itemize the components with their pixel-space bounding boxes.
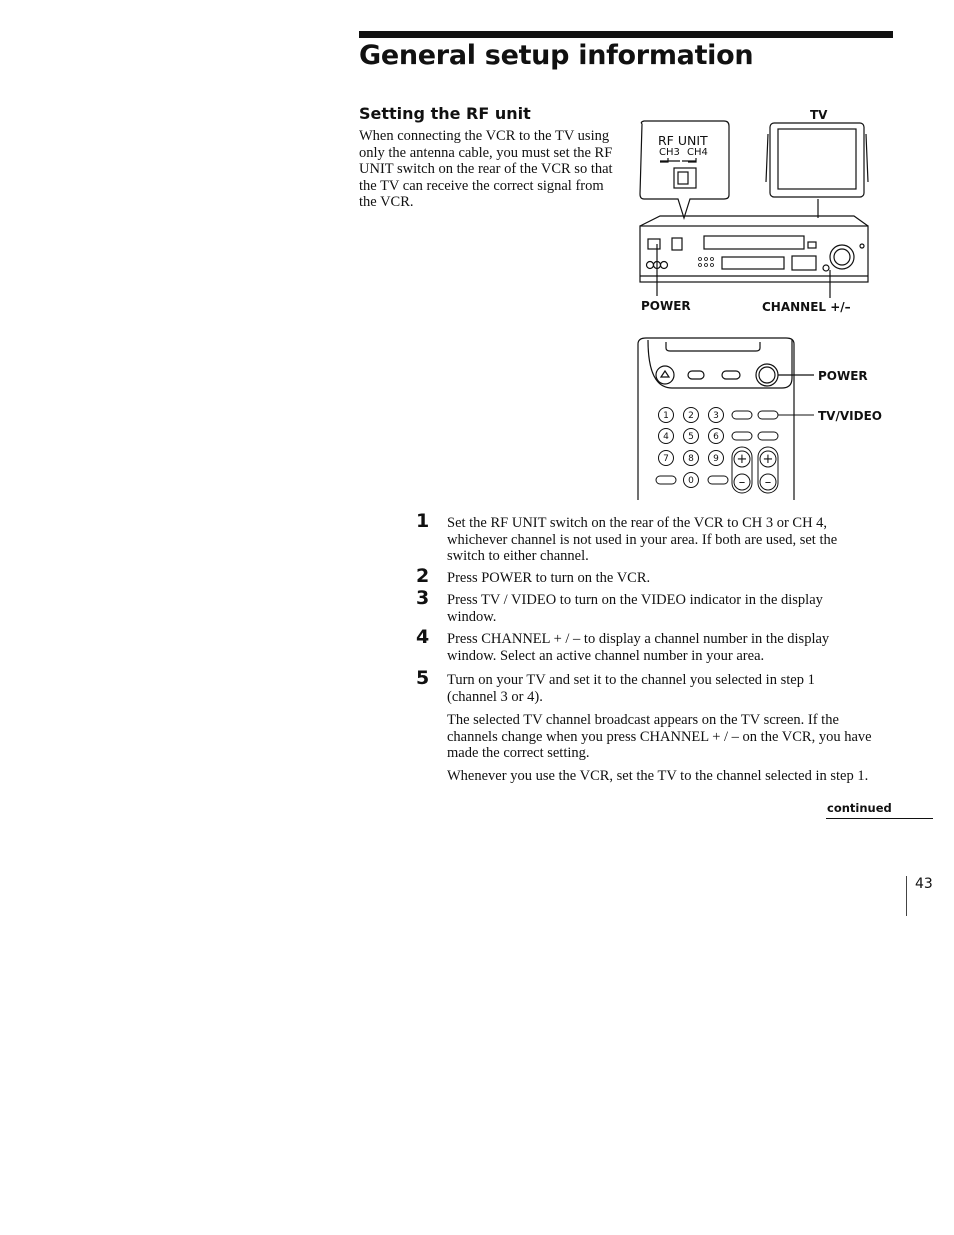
ch3-label: CH3 (659, 147, 680, 158)
page-number: 43 (915, 876, 933, 892)
remote-control-illustration (636, 336, 806, 502)
key-0: 0 (688, 476, 694, 486)
key-7: 7 (663, 454, 669, 464)
intro-paragraph: When connecting the VCR to the TV using only the antenna cable, you must set the RF UNIT switch on the rear of the VCR so that the TV can receive the correct signal from the VCR. (359, 128, 613, 210)
page-number-rule (906, 876, 907, 916)
channel-minus-key: – (764, 475, 772, 490)
step-2 (416, 566, 896, 587)
step-number: 4 (416, 626, 430, 648)
key-6: 6 (713, 432, 719, 442)
step-number: 2 (416, 565, 430, 587)
minus-key: – (738, 475, 746, 490)
step-number: 1 (416, 510, 430, 532)
key-2: 2 (688, 411, 694, 421)
continued-label: continued (827, 801, 892, 815)
tv-label: TV (810, 108, 828, 122)
ch4-label: CH4 (687, 147, 708, 158)
remote-power-label: POWER (818, 369, 868, 383)
plus-key: + (736, 452, 748, 467)
key-1: 1 (663, 411, 669, 421)
result-note: The selected TV channel broadcast appears on the TV screen. If the channels change when you press CHANNEL + / – on the VCR, you have made the correct setting. (447, 712, 872, 761)
key-3: 3 (713, 411, 719, 421)
title-rule (359, 31, 893, 38)
step-text: Turn on your TV and set it to the channel you selected in step 1 (channel 3 or 4). (447, 672, 815, 705)
step-4 (416, 627, 896, 664)
step-text: Press CHANNEL + / – to display a channel number in the display window. Select an active channel number in your area. (447, 631, 830, 664)
vcr-channel-label: CHANNEL +/– (762, 300, 851, 314)
step-number: 3 (416, 587, 430, 609)
step-text: Press POWER to turn on the VCR. (447, 570, 651, 586)
key-4: 4 (663, 432, 669, 442)
step-1 (416, 511, 896, 565)
step-text: Press TV / VIDEO to turn on the VIDEO indicator in the display window. (447, 592, 823, 625)
step-number: 5 (416, 667, 430, 689)
channel-plus-key: + (762, 452, 774, 467)
reminder-note: Whenever you use the VCR, set the TV to the channel selected in step 1. (447, 768, 869, 784)
key-8: 8 (688, 454, 694, 464)
continued-rule (826, 818, 933, 819)
step-5 (416, 668, 896, 705)
page-title: General setup information (359, 40, 754, 71)
step-text: Set the RF UNIT switch on the rear of the VCR to CH 3 or CH 4, whichever channel is not used in your area. If both are used, set the switch to either channel. (447, 515, 838, 564)
key-9: 9 (713, 454, 719, 464)
remote-tvvideo-label: TV/VIDEO (818, 409, 882, 423)
section-title: Setting the RF unit (359, 104, 531, 123)
rf-unit-label: RF UNIT (658, 133, 708, 148)
step-3 (416, 588, 896, 625)
vcr-power-label: POWER (641, 299, 691, 313)
key-5: 5 (688, 432, 694, 442)
